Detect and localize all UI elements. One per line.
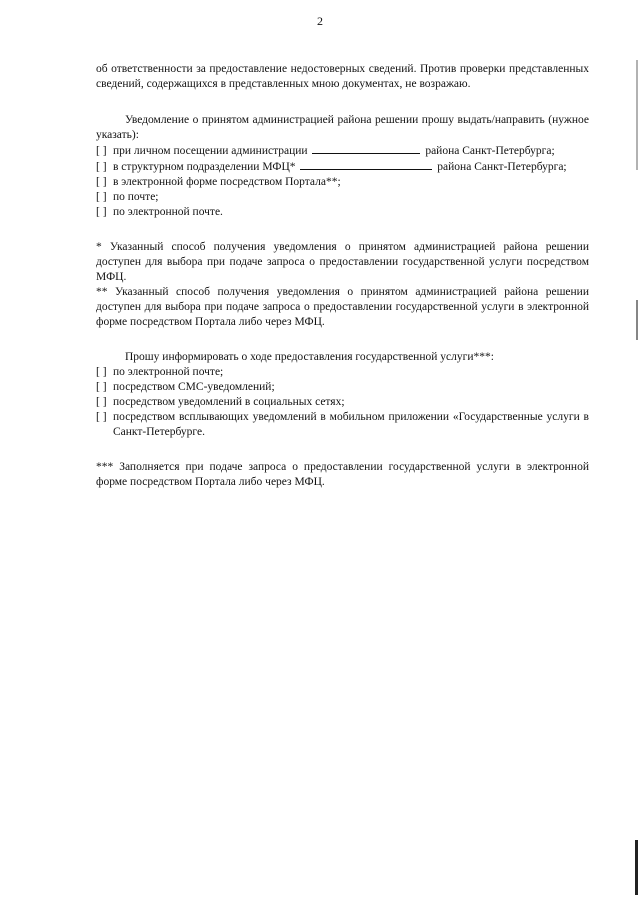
- checkbox[interactable]: [ ]: [96, 381, 107, 393]
- option-label: посредством уведомлений в социальных сетях;: [113, 396, 345, 408]
- footnotes-section: [96, 240, 589, 330]
- footnote-1: * Указанный способ получения уведомления о принятом администрацией района решении доступен для выбора при подаче запроса о предоставлении государственной услуги посредством МФЦ.: [96, 241, 589, 283]
- checkbox[interactable]: [ ]: [96, 161, 107, 173]
- checkbox[interactable]: [ ]: [96, 396, 107, 408]
- option-label: в структурном подразделении МФЦ*: [113, 161, 296, 173]
- option-label-suffix: района Санкт-Петербурга;: [425, 145, 555, 157]
- scan-edge-mark: [636, 300, 638, 340]
- option-post[interactable]: [96, 190, 589, 205]
- option-label: при личном посещении администрации: [113, 145, 308, 157]
- progress-option-mobile-app[interactable]: [96, 410, 589, 440]
- checkbox[interactable]: [ ]: [96, 366, 107, 378]
- checkbox[interactable]: [ ]: [96, 145, 107, 157]
- checkbox[interactable]: [ ]: [96, 191, 107, 203]
- checkbox[interactable]: [ ]: [96, 206, 107, 218]
- district-blank-field[interactable]: [312, 143, 420, 154]
- notification-section: [96, 113, 589, 220]
- checkbox[interactable]: [ ]: [96, 176, 107, 188]
- notification-heading: Уведомление о принятом администрацией района решении прошу выдать/направить (нужное указать):: [96, 114, 589, 141]
- option-label-suffix: района Санкт-Петербурга;: [437, 161, 567, 173]
- option-label: в электронной форме посредством Портала**;: [113, 176, 341, 188]
- footnote-3: *** Заполняется при подаче запроса о предоставлении государственной услуги в электронной форме посредством Портала либо через МФЦ.: [96, 461, 589, 488]
- option-label: по электронной почте.: [113, 206, 223, 218]
- option-mfc-office[interactable]: [96, 159, 589, 175]
- option-label: по почте;: [113, 191, 159, 203]
- progress-section: [96, 350, 589, 440]
- option-label: посредством СМС-уведомлений;: [113, 381, 275, 393]
- footnote-2: ** Указанный способ получения уведомления о принятом администрацией района решении доступен для выбора при подаче запроса о предоставлении государственной услуги в электронной форме посредством Портала либо через МФЦ.: [96, 286, 589, 328]
- intro-paragraph: об ответственности за предоставление недостоверных сведений. Против проверки представленных сведений, содержащихся в представленных мною документах, не возражаю.: [96, 63, 589, 90]
- option-email[interactable]: [96, 205, 589, 220]
- scan-edge-mark: [636, 60, 638, 170]
- option-personal-visit[interactable]: [96, 143, 589, 159]
- progress-option-social[interactable]: [96, 395, 589, 410]
- scan-edge-mark: [635, 840, 638, 895]
- document-body: [96, 62, 589, 490]
- option-label: посредством всплывающих уведомлений в мобильном приложении «Государственные услуги в Санкт-Петербурге.: [113, 411, 589, 438]
- progress-option-email[interactable]: [96, 365, 589, 380]
- option-label: по электронной почте;: [113, 366, 224, 378]
- progress-option-sms[interactable]: [96, 380, 589, 395]
- checkbox[interactable]: [ ]: [96, 411, 107, 423]
- district-blank-field[interactable]: [300, 159, 432, 170]
- page-number: 2: [317, 14, 323, 28]
- progress-heading: Прошу информировать о ходе предоставления государственной услуги***:: [125, 351, 494, 363]
- option-portal[interactable]: [96, 175, 589, 190]
